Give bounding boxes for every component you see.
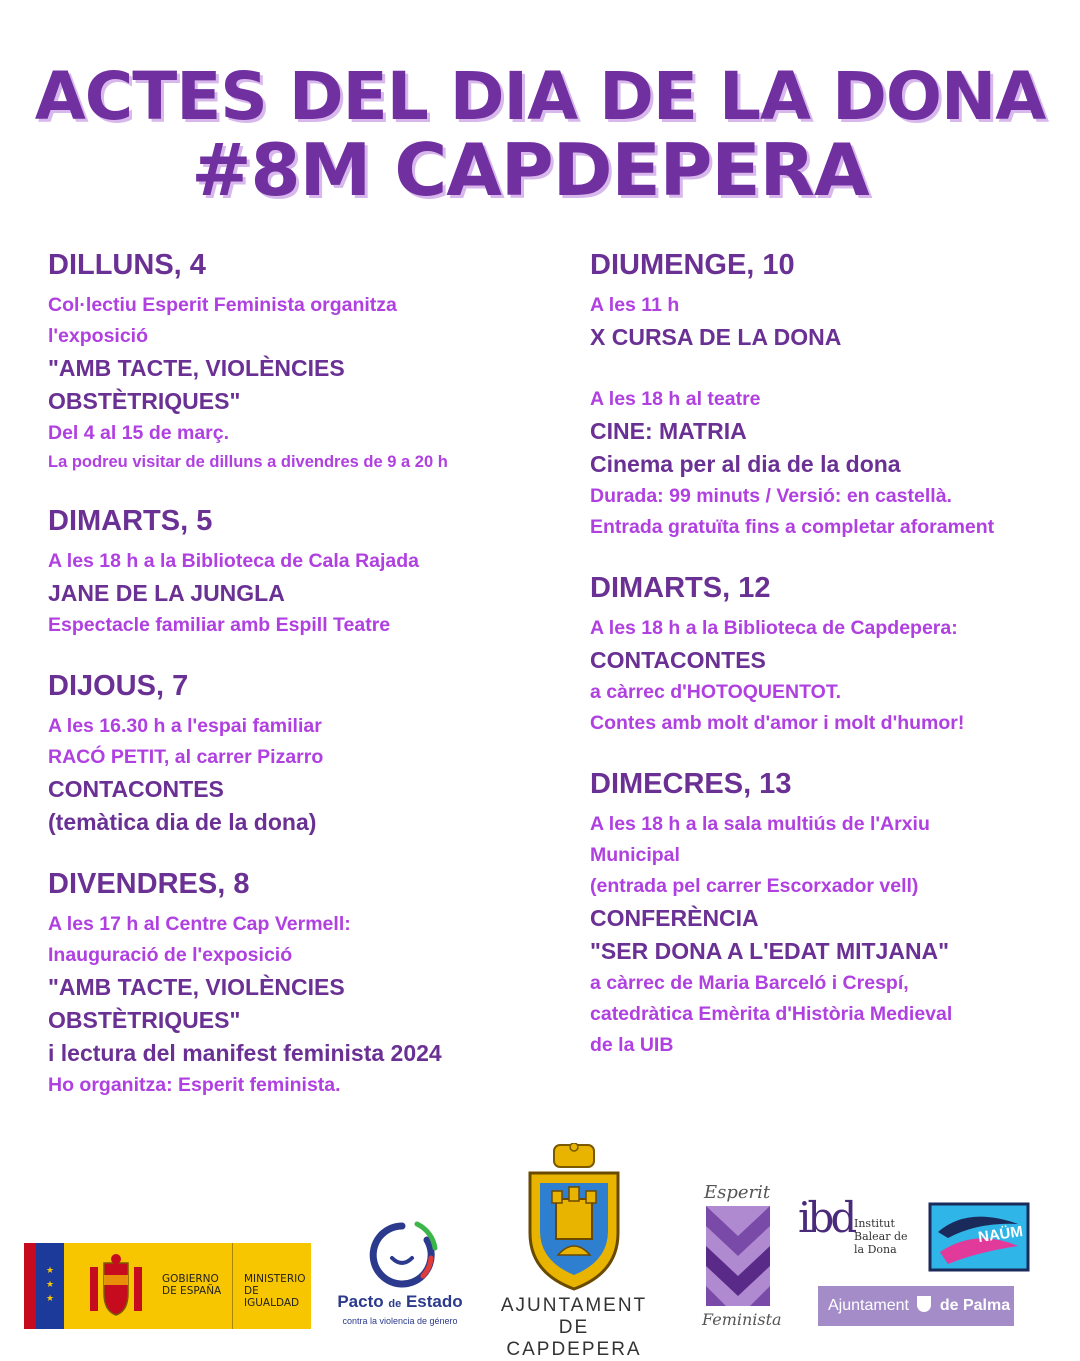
spacer: [590, 354, 1060, 384]
event-block: [590, 246, 1060, 543]
esperit-bottom-text: Feminista: [702, 1310, 782, 1329]
page-title: ACTES DEL DIA DE LA DONA: [34, 58, 1046, 135]
capdepera-line2: DE CAPDEPERA: [506, 1317, 642, 1360]
eu-flag: ★ ★ ★: [36, 1243, 64, 1329]
event-line: A les 18 h a la Biblioteca de Cala Rajada: [48, 550, 420, 572]
event-block: [48, 865, 568, 1101]
event-line: i lectura del manifest feminista 2024: [48, 1040, 442, 1066]
event-line: OBSTÈTRIQUES": [48, 1007, 241, 1033]
event-day-heading: DIMARTS, 5: [48, 505, 213, 537]
event-day-heading: DIJOUS, 7: [48, 670, 189, 702]
esperit-feminista-logo: [700, 1182, 782, 1334]
event-block: [48, 667, 568, 839]
event-line: CONTACONTES: [590, 647, 766, 673]
capdepera-crest-icon: [522, 1143, 626, 1291]
pacto-estado: Estado: [405, 1292, 463, 1311]
ibd-line2: Balear de: [854, 1230, 908, 1243]
gobierno-line1: GOBIERNO: [162, 1273, 219, 1285]
event-line: CINE: MATRIA: [590, 418, 747, 444]
event-line: Contes amb molt d'amor i molt d'humor!: [590, 712, 965, 734]
ibd-logo: [798, 1193, 918, 1273]
naum-text: NAÜM: [977, 1222, 1024, 1247]
event-line: CONFERÈNCIA: [590, 905, 759, 931]
event-line: l'exposició: [48, 325, 149, 347]
event-line: Espectacle familiar amb Espill Teatre: [48, 614, 391, 636]
pacto-estado-logo: [325, 1218, 475, 1333]
ministerio-line2: DE IGUALDAD: [244, 1285, 300, 1309]
event-day-heading: DIUMENGE, 10: [590, 249, 795, 281]
palma-text-b: de Palma: [939, 1297, 1011, 1314]
event-line: A les 16.30 h a l'espai familiar: [48, 715, 322, 737]
event-line: A les 17 h al Centre Cap Vermell:: [48, 913, 351, 935]
event-line: (entrada pel carrer Escorxador vell): [590, 875, 919, 897]
event-line: "SER DONA A L'EDAT MITJANA": [590, 938, 950, 964]
event-line: Inauguració de l'exposició: [48, 944, 293, 966]
event-line: JANE DE LA JUNGLA: [48, 580, 285, 606]
naum-logo: [928, 1202, 1030, 1272]
ibd-line3: la Dona: [854, 1243, 897, 1256]
event-block: [590, 569, 1060, 739]
ajuntament-capdepera-logo: [488, 1143, 660, 1360]
event-line: Del 4 al 15 de març.: [48, 422, 230, 444]
gobierno-line2: DE ESPAÑA: [162, 1285, 222, 1297]
event-line: (temàtica dia de la dona): [48, 809, 317, 835]
event-line: "AMB TACTE, VIOLÈNCIES: [48, 974, 345, 1000]
event-line: Col·lectiu Esperit Feminista organitza: [48, 294, 397, 316]
esperit-pattern-icon: [706, 1206, 770, 1306]
left-column: [48, 246, 568, 1127]
event-block: [48, 502, 568, 641]
event-line: A les 18 h a la Biblioteca de Capdepera:: [590, 617, 958, 639]
event-line: A les 18 h al teatre: [590, 388, 761, 410]
event-day-heading: DILLUNS, 4: [48, 249, 206, 281]
event-line: "AMB TACTE, VIOLÈNCIES: [48, 355, 345, 381]
event-line: a càrrec d'HOTOQUENTOT.: [590, 681, 841, 703]
pacto-word: Pacto: [337, 1292, 384, 1311]
page-subtitle: #8M CAPDEPERA: [191, 128, 869, 212]
ministerio-line1: MINISTERIO: [244, 1273, 306, 1285]
palma-text-a: Ajuntament: [828, 1297, 909, 1314]
event-block: [590, 765, 1060, 1061]
event-line: CONTACONTES: [48, 776, 224, 802]
smile-circle-icon: [365, 1218, 439, 1292]
event-day-heading: DIMARTS, 12: [590, 572, 771, 604]
event-line: La podreu visitar de dilluns a divendres de 9 a 20 h: [48, 453, 448, 471]
esperit-top-text: Esperit: [704, 1182, 771, 1203]
event-block: [48, 246, 568, 476]
event-line: de la UIB: [590, 1034, 674, 1056]
event-line: RACÓ PETIT, al carrer Pizarro: [48, 746, 324, 768]
capdepera-line1: AJUNTAMENT: [500, 1295, 648, 1316]
logo-divider: [232, 1243, 233, 1329]
pacto-subtitle: contra la violencia de género: [342, 1316, 458, 1326]
event-line: OBSTÈTRIQUES": [48, 388, 241, 414]
coat-of-arms-icon: [80, 1253, 152, 1321]
event-line: A les 18 h a la sala multiús de l'Arxiu: [590, 813, 930, 835]
ibd-line1: Institut: [854, 1217, 895, 1230]
event-line: Ho organitza: Esperit feminista.: [48, 1074, 341, 1096]
ibd-mark: ibd: [798, 1193, 854, 1242]
event-line: Cinema per al dia de la dona: [590, 451, 901, 477]
event-line: A les 11 h: [590, 294, 680, 316]
spain-flag-stripe: [24, 1243, 36, 1329]
right-column: [590, 246, 1060, 1087]
event-line: Entrada gratuïta fins a completar aforament: [590, 516, 995, 538]
event-day-heading: DIVENDRES, 8: [48, 868, 250, 900]
event-line: Municipal: [590, 844, 680, 866]
event-line: a càrrec de Maria Barceló i Crespí,: [590, 972, 909, 994]
ajuntament-palma-logo: [818, 1286, 1014, 1326]
event-line: catedràtica Emèrita d'Història Medieval: [590, 1003, 953, 1025]
event-day-heading: DIMECRES, 13: [590, 768, 792, 800]
event-line: X CURSA DE LA DONA: [590, 324, 842, 350]
pacto-de: de: [388, 1298, 402, 1310]
gobierno-espana-logo: [24, 1243, 311, 1329]
event-line: Durada: 99 minuts / Versió: en castellà.: [590, 485, 952, 507]
palma-shield-icon: [917, 1296, 931, 1312]
